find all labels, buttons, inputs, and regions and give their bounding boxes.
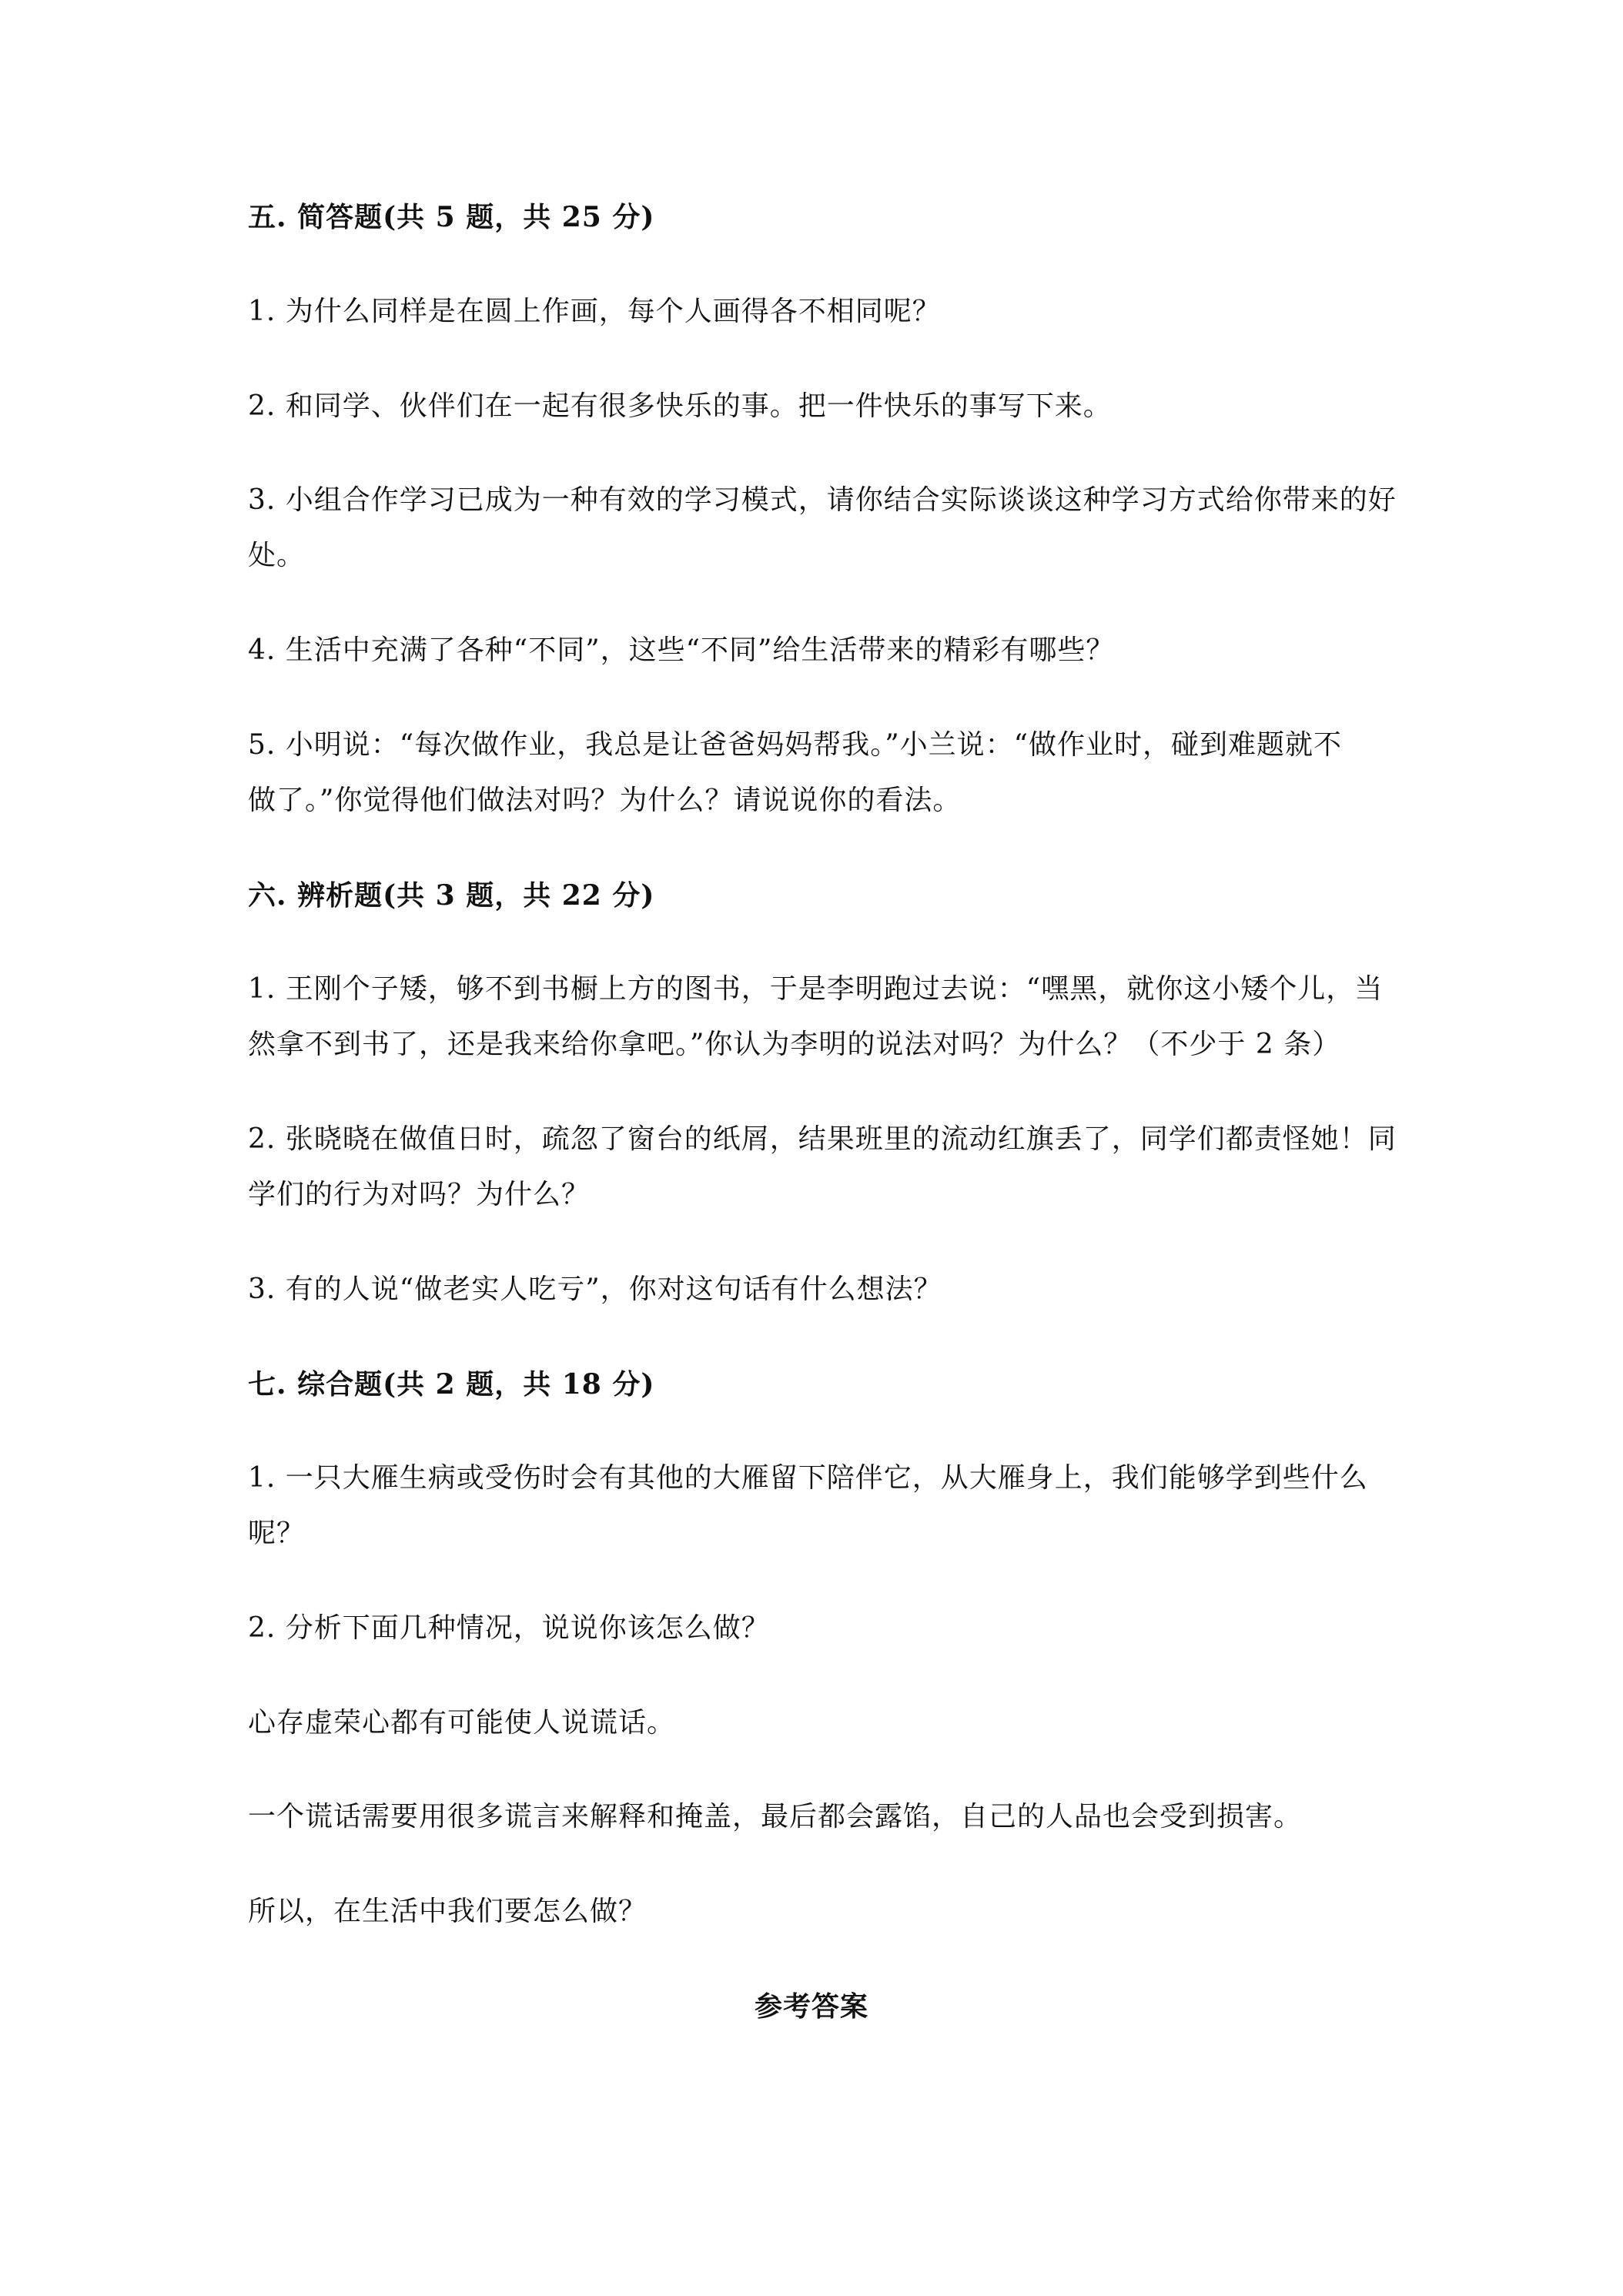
question-text: 处。	[248, 540, 306, 571]
question-text: 做了。”你觉得他们做法对吗？为什么？请说说你的看法。	[248, 785, 962, 816]
question-text: 2. 分析下面几种情况，说说你该怎么做？	[248, 1612, 770, 1644]
question-text: 2. 和同学、伙伴们在一起有很多快乐的事。把一件快乐的事写下来。	[248, 390, 1112, 422]
question-text: 然拿不到书了，还是我来给你拿吧。”你认为李明的说法对吗？为什么？（不少于 2 条）	[248, 1029, 1341, 1060]
question-text: 所以，在生活中我们要怎么做？	[248, 1896, 648, 1927]
question-text: 学们的行为对吗？为什么？	[248, 1179, 591, 1210]
question-text: 心存虚荣心都有可能使人说谎话。	[248, 1707, 676, 1739]
question-text: 3. 有的人说“做老实人吃亏”，你对这句话有什么想法？	[248, 1274, 942, 1305]
section-heading: 七. 综合题(共 2 题，共 18 分)	[248, 1368, 655, 1401]
question-text: 1. 一只大雁生病或受伤时会有其他的大雁留下陪伴它，从大雁身上，我们能够学到些什么	[248, 1462, 1368, 1494]
question-text: 4. 生活中充满了各种“不同”，这些“不同”给生活带来的精彩有哪些？	[248, 634, 1115, 666]
question-text: 一个谎话需要用很多谎言来解释和掩盖，最后都会露馅，自己的人品也会受到损害。	[248, 1801, 1303, 1832]
question-text: 3. 小组合作学习已成为一种有效的学习模式，请你结合实际谈谈这种学习方式给你带来的好	[248, 484, 1397, 516]
answer-key-title: 参考答案	[754, 1990, 868, 2023]
question-text: 1. 为什么同样是在圆上作画，每个人画得各不相同呢？	[248, 296, 941, 327]
question-text: 2. 张晓晓在做值日时，疏忽了窗台的纸屑，结果班里的流动红旗丢了，同学们都责怪她！同	[248, 1123, 1397, 1155]
question-text: 呢？	[248, 1518, 306, 1549]
question-text: 5. 小明说：“每次做作业，我总是让爸爸妈妈帮我。”小兰说：“做作业时，碰到难题就不	[248, 729, 1343, 761]
section-heading: 六. 辨析题(共 3 题，共 22 分)	[248, 879, 655, 912]
section-heading: 五. 简答题(共 5 题，共 25 分)	[248, 201, 655, 233]
question-text: 1. 王刚个子矮，够不到书橱上方的图书，于是李明跑过去说：“嘿黑，就你这小矮个儿，当	[248, 973, 1384, 1005]
